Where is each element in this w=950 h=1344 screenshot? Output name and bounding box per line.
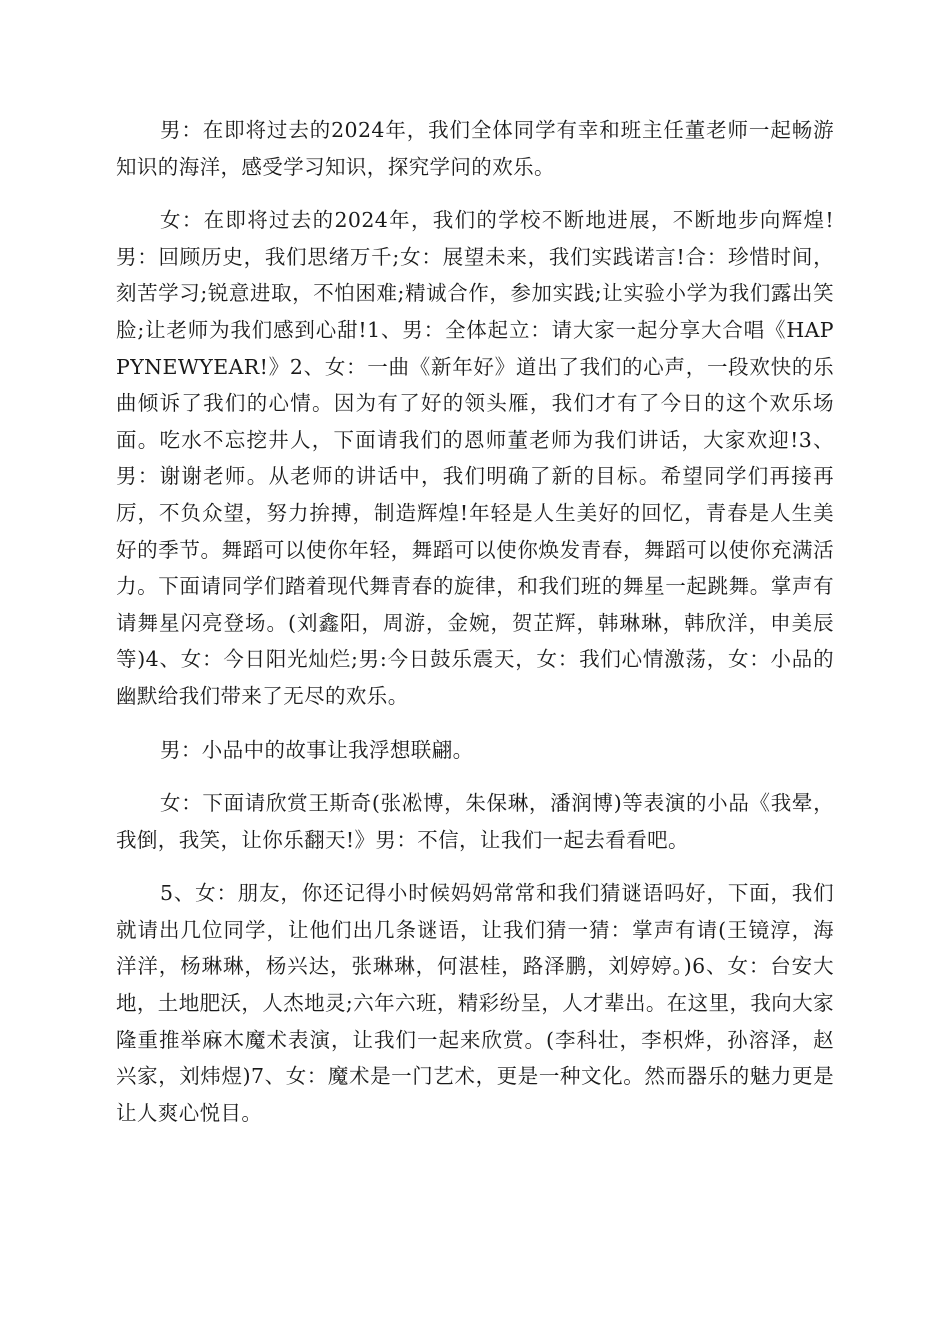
paragraph-1: 男：在即将过去的2024年，我们全体同学有幸和班主任董老师一起畅游知识的海洋，感受学习知识，探究学问的欢乐。 xyxy=(116,118,834,179)
paragraph-3: 男：小品中的故事让我浮想联翩。 xyxy=(160,737,474,762)
paragraph-4: 女：下面请欣赏王斯奇(张凇博，朱保琳，潘润博)等表演的小品《我晕，我倒，我笑，让你乐翻天!》男：不信，让我们一起去看看吧。 xyxy=(116,791,834,852)
paragraph-5: 5、女：朋友，你还记得小时候妈妈常常和我们猜谜语吗好，下面，我们就请出几位同学，让他们出几条谜语，让我们猜一猜：掌声有请(王镜淳，海洋洋，杨琳琳，杨兴达，张琳琳，何湛桂，路泽鹏，刘婷婷。)6、女：台安大地，土地肥沃，人杰地灵;六年六班，精彩纷呈，人才辈出。在这里，我向大家隆重推举麻木魔术表演，让我们一起来欣赏。(李科壮，李枳烨，孙溶泽，赵兴家，刘炜煜)7、女：魔术是一门艺术，更是一种文化。然而器乐的魅力更是让人爽心悦目。 xyxy=(116,881,834,1125)
document-page xyxy=(116,112,834,1148)
paragraph-2: 女：在即将过去的2024年，我们的学校不断地进展，不断地步向辉煌!男：回顾历史，我们思绪万千;女：展望未来，我们实践诺言!合：珍惜时间，刻苦学习;锐意进取，不怕困难;精诚合作，参加实践;让实验小学为我们露出笑脸;让老师为我们感到心甜!1、男：全体起立：请大家一起分享大合唱《HAPPYNEWYEAR!》2、女：一曲《新年好》道出了我们的心声，一段欢快的乐曲倾诉了我们的心情。因为有了好的领头雁，我们才有了今日的这个欢乐场面。吃水不忘挖井人，下面请我们的恩师董老师为我们讲话，大家欢迎!3、男：谢谢老师。从老师的讲话中，我们明确了新的目标。希望同学们再接再厉，不负众望，努力拚搏，制造辉煌!年轻是人生美好的回忆，青春是人生美好的季节。舞蹈可以使你年轻，舞蹈可以使你焕发青春，舞蹈可以使你充满活力。下面请同学们踏着现代舞青春的旋律，和我们班的舞星一起跳舞。掌声有请舞星闪亮登场。(刘鑫阳，周游，金婉，贺芷辉，韩琳琳，韩欣洋，申美辰等)4、女：今日阳光灿烂;男:今日鼓乐震天，女：我们心情激荡，女：小品的幽默给我们带来了无尽的欢乐。 xyxy=(116,208,834,708)
